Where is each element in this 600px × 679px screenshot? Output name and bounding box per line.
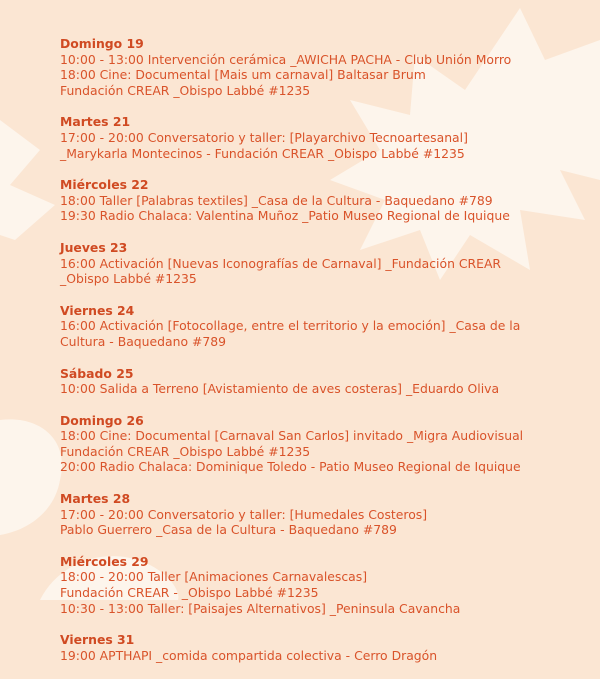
event-schedule (60, 36, 590, 679)
event-line: 19:00 APTHAPI _comida compartida colectiva - Cerro Dragón (60, 647, 438, 663)
day-block (60, 554, 590, 616)
event-line: 16:00 Activación [Nuevas Iconografías de Carnaval] _Fundación CREAR (60, 255, 502, 271)
day-block (60, 177, 590, 224)
day-title: Viernes 24 (60, 302, 135, 318)
day-title: Miércoles 29 (60, 553, 149, 569)
day-title: Viernes 31 (60, 632, 135, 648)
day-title: Martes 21 (60, 114, 131, 130)
day-block (60, 36, 590, 98)
event-line: _Marykarla Montecinos - Fundación CREAR _Obispo Labbé #1235 (60, 145, 465, 161)
day-title: Domingo 26 (60, 412, 144, 428)
event-line: 18:00 Taller [Palabras textiles] _Casa de la Cultura - Baquedano #789 (60, 192, 493, 208)
event-line: 10:30 - 13:00 Taller: [Paisajes Alternativos] _Peninsula Cavancha (60, 600, 461, 616)
event-line: 18:00 Cine: Documental [Carnaval San Carlos] invitado _Migra Audiovisual (60, 428, 524, 444)
event-line: _Obispo Labbé #1235 (60, 271, 197, 287)
event-line: 10:00 - 13:00 Intervención cerámica _AWICHA PACHA - Club Unión Morro (60, 51, 512, 67)
day-block (60, 632, 590, 663)
event-line: 16:00 Activación [Fotocollage, entre el territorio y la emoción] _Casa de la (60, 318, 521, 334)
event-line: 17:00 - 20:00 Conversatorio y taller: [Playarchivo Tecnoartesanal] (60, 129, 468, 145)
event-line: 20:00 Radio Chalaca: Dominique Toledo - Patio Museo Regional de Iquique (60, 459, 521, 475)
day-block (60, 303, 590, 350)
event-line: Fundación CREAR _Obispo Labbé #1235 (60, 82, 311, 98)
event-line: Cultura - Baquedano #789 (60, 333, 226, 349)
day-block (60, 114, 590, 161)
day-title: Miércoles 22 (60, 177, 149, 193)
event-line: 19:30 Radio Chalaca: Valentina Muñoz _Patio Museo Regional de Iquique (60, 208, 510, 224)
day-block (60, 366, 590, 397)
blob-shape-bottom-left (0, 419, 62, 535)
event-line: 17:00 - 20:00 Conversatorio y taller: [Humedales Costeros] (60, 506, 428, 522)
event-line: 18:00 Cine: Documental [Mais um carnaval] Baltasar Brum (60, 67, 426, 83)
day-title: Martes 28 (60, 491, 131, 507)
day-block (60, 491, 590, 538)
event-line: 18:00 - 20:00 Taller [Animaciones Carnavalescas] (60, 569, 368, 585)
starburst-shape-left (0, 120, 55, 240)
day-title: Domingo 19 (60, 36, 144, 51)
event-line: Pablo Guerrero _Casa de la Cultura - Baquedano #789 (60, 522, 397, 538)
event-line: Fundación CREAR _Obispo Labbé #1235 (60, 443, 311, 459)
event-line: 10:00 Salida a Terreno [Avistamiento de aves costeras] _Eduardo Oliva (60, 381, 500, 397)
day-title: Jueves 23 (60, 239, 128, 255)
day-block (60, 413, 590, 475)
event-line: Fundación CREAR - _Obispo Labbé #1235 (60, 585, 319, 601)
day-title: Sábado 25 (60, 365, 134, 381)
day-block (60, 240, 590, 287)
